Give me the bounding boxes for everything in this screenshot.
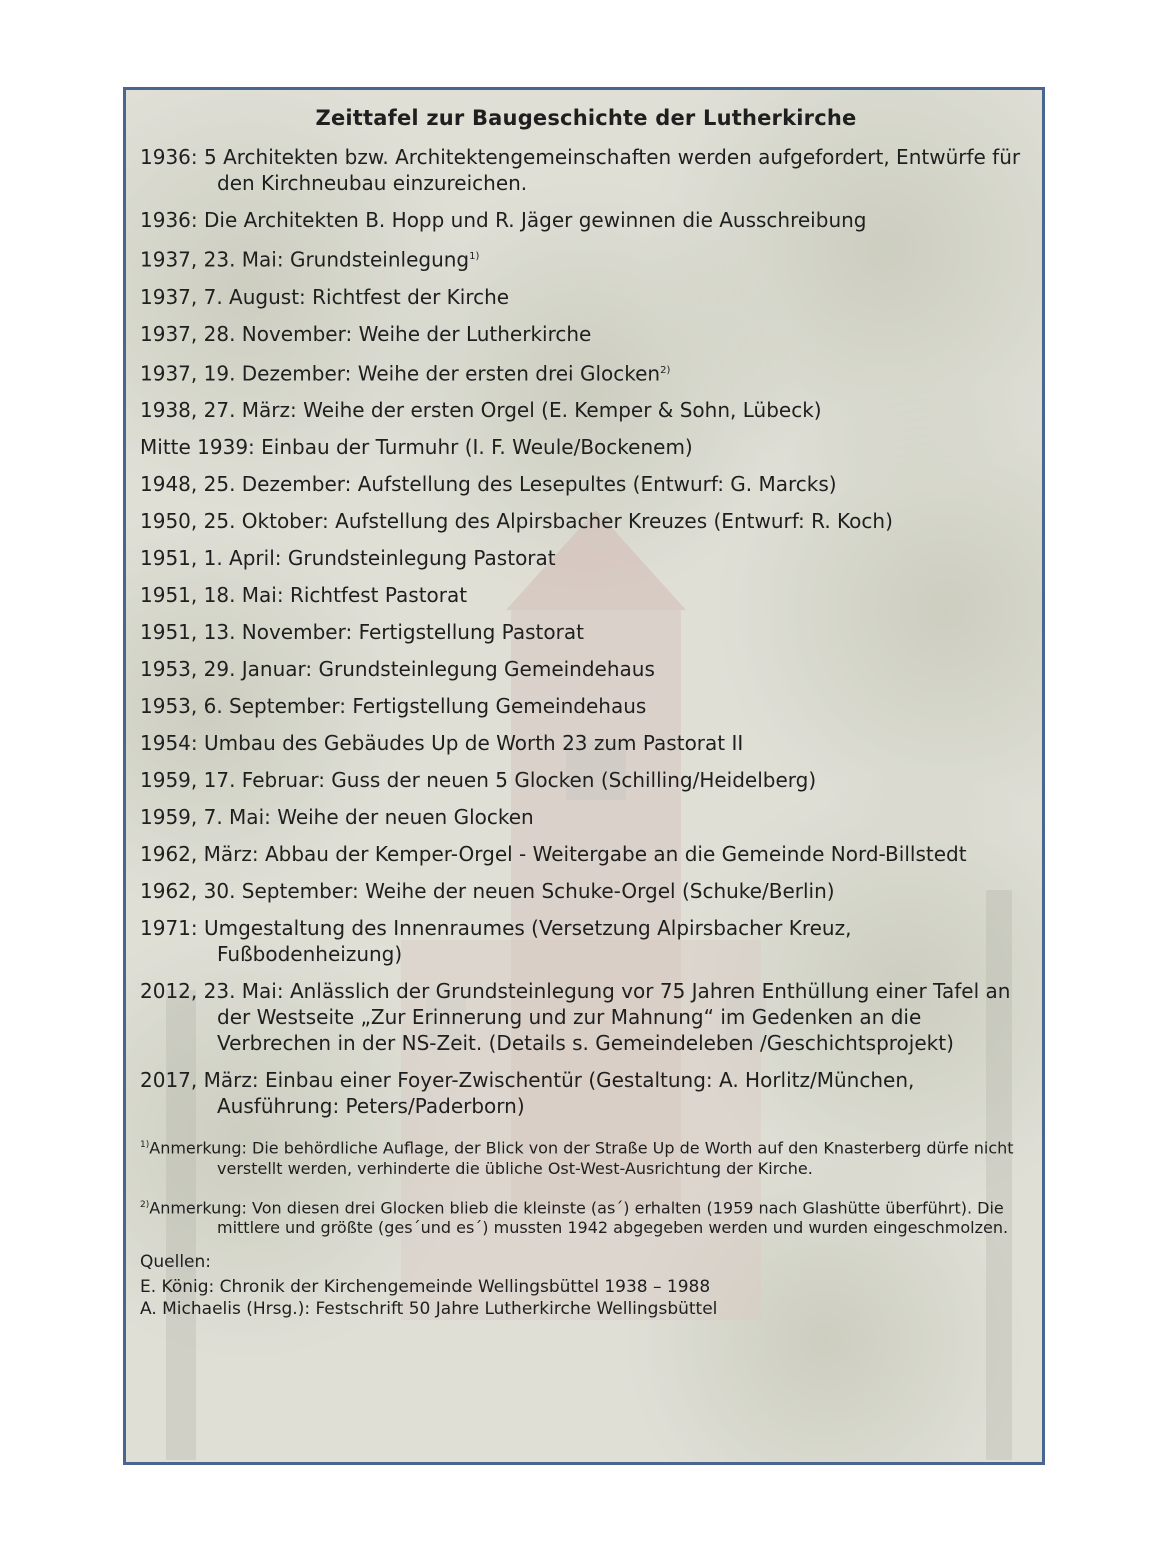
footnote-text: Anmerkung: Die behördliche Auflage, der Blick von der Straße Up de Worth auf den Knasterberg dürfe nicht verstellt werden, verhinderte die übliche Ost-West-Ausrichtung der Kirche.	[149, 1138, 1014, 1178]
timeline-entry	[140, 207, 1032, 233]
footnote-ref: 2)	[660, 364, 671, 376]
timeline-entry	[140, 915, 1032, 967]
timeline-entry-text: 1937, 23. Mai: Grundsteinlegung	[140, 247, 470, 272]
timeline-entry	[140, 545, 1032, 571]
timeline-entry	[140, 582, 1032, 608]
source-item: A. Michaelis (Hrsg.): Festschrift 50 Jahre Lutherkirche Wellingsbüttel	[140, 1298, 718, 1319]
timeline-content	[140, 100, 1032, 1320]
timeline-entry-text: 1936: 5 Architekten bzw. Architektengemeinschaften werden aufgefordert, Entwürfe für den Kirchneubau einzureichen.	[140, 145, 1021, 195]
timeline-entry-text: 1953, 6. September: Fertigstellung Gemeindehaus	[140, 694, 647, 719]
timeline-entry-text: 1948, 25. Dezember: Aufstellung des Lesepultes (Entwurf: G. Marcks)	[140, 472, 837, 497]
footnote	[140, 1195, 1032, 1238]
timeline-entry	[140, 730, 1032, 756]
timeline-entry	[140, 804, 1032, 830]
timeline-entry-text: 1937, 7. August: Richtfest der Kirche	[140, 284, 510, 309]
timeline-panel	[123, 87, 1045, 1465]
timeline-entry-text: 1953, 29. Januar: Grundsteinlegung Gemeindehaus	[140, 657, 655, 682]
timeline-entry	[140, 978, 1032, 1056]
sources-list	[140, 1276, 1032, 1320]
page-title: Zeittafel zur Baugeschichte der Lutherkirche	[315, 106, 857, 130]
footnote-marker: 2)	[140, 1199, 150, 1210]
timeline-entry	[140, 767, 1032, 793]
timeline-entry	[140, 841, 1032, 867]
timeline-entry-text: 2012, 23. Mai: Anlässlich der Grundsteinlegung vor 75 Jahren Enthüllung einer Tafel an der Westseite „Zur Erinnerung und zur Mahnung“ im Gedenken an die Verbrechen in der NS-Zeit. (Details s. Gemeindeleben /Geschichtsprojekt)	[140, 979, 1011, 1056]
timeline-entry	[140, 358, 1032, 387]
timeline-entry	[140, 397, 1032, 423]
timeline-entry-text: 1951, 1. April: Grundsteinlegung Pastorat	[140, 546, 556, 571]
timeline-entry-text: 1954: Umbau des Gebäudes Up de Worth 23 zum Pastorat II	[140, 731, 744, 756]
timeline-entry-text: 1951, 18. Mai: Richtfest Pastorat	[140, 583, 468, 608]
source-item: E. König: Chronik der Kirchengemeinde Wellingsbüttel 1938 – 1988	[140, 1276, 711, 1297]
timeline-entry	[140, 284, 1032, 310]
timeline-entry-text: 1938, 27. März: Weihe der ersten Orgel (E. Kemper & Sohn, Lübeck)	[140, 398, 822, 423]
timeline-entry	[140, 144, 1032, 196]
timeline-entry	[140, 244, 1032, 273]
timeline-entry	[140, 1067, 1032, 1119]
timeline-entry-text: 1959, 7. Mai: Weihe der neuen Glocken	[140, 805, 534, 830]
timeline-entry-text: 1951, 13. November: Fertigstellung Pastorat	[140, 620, 584, 645]
timeline-entry	[140, 508, 1032, 534]
timeline-entry-text: 2017, März: Einbau einer Foyer-Zwischentür (Gestaltung: A. Horlitz/München, Ausführung: Peters/Paderborn)	[140, 1068, 915, 1119]
timeline-entry	[140, 878, 1032, 904]
timeline-entry	[140, 619, 1032, 645]
timeline-entry-text: 1936: Die Architekten B. Hopp und R. Jäger gewinnen die Ausschreibung	[140, 208, 867, 232]
footnote-ref: 1)	[469, 251, 480, 262]
footnote-text: Anmerkung: Von diesen drei Glocken blieb die kleinste (as´) erhalten (1959 nach Glashütte überführt). Die mittlere und größte (ges´und es´) mussten 1942 abgegeben werden und wurden eingeschmolzen.	[149, 1197, 1009, 1237]
timeline-entry-text: 1962, März: Abbau der Kemper-Orgel - Weitergabe an die Gemeinde Nord-Billstedt	[140, 842, 967, 867]
timeline-entry	[140, 693, 1032, 719]
timeline-entry	[140, 656, 1032, 682]
timeline-entry	[140, 434, 1032, 460]
timeline-entry-text: 1937, 28. November: Weihe der Lutherkirche	[140, 321, 592, 346]
timeline-entry-text: Mitte 1939: Einbau der Turmuhr (I. F. Weule/Bockenem)	[140, 435, 693, 460]
timeline-entry	[140, 321, 1032, 347]
timeline-entry-text: 1962, 30. September: Weihe der neuen Schuke-Orgel (Schuke/Berlin)	[140, 879, 835, 904]
footnotes	[140, 1135, 1032, 1238]
timeline-entry-text: 1950, 25. Oktober: Aufstellung des Alpirsbacher Kreuzes (Entwurf: R. Koch)	[140, 509, 893, 534]
timeline-list	[140, 144, 1032, 1119]
timeline-entry	[140, 471, 1032, 497]
timeline-entry-text: 1971: Umgestaltung des Innenraumes (Versetzung Alpirsbacher Kreuz, Fußbodenheizung)	[140, 916, 852, 967]
timeline-entry-text: 1959, 17. Februar: Guss der neuen 5 Glocken (Schilling/Heidelberg)	[140, 768, 817, 793]
footnote	[140, 1135, 1032, 1178]
footnote-marker: 1)	[140, 1140, 150, 1151]
sources-heading: Quellen:	[140, 1251, 212, 1272]
timeline-entry-text: 1937, 19. Dezember: Weihe der ersten drei Glocken	[140, 361, 661, 386]
